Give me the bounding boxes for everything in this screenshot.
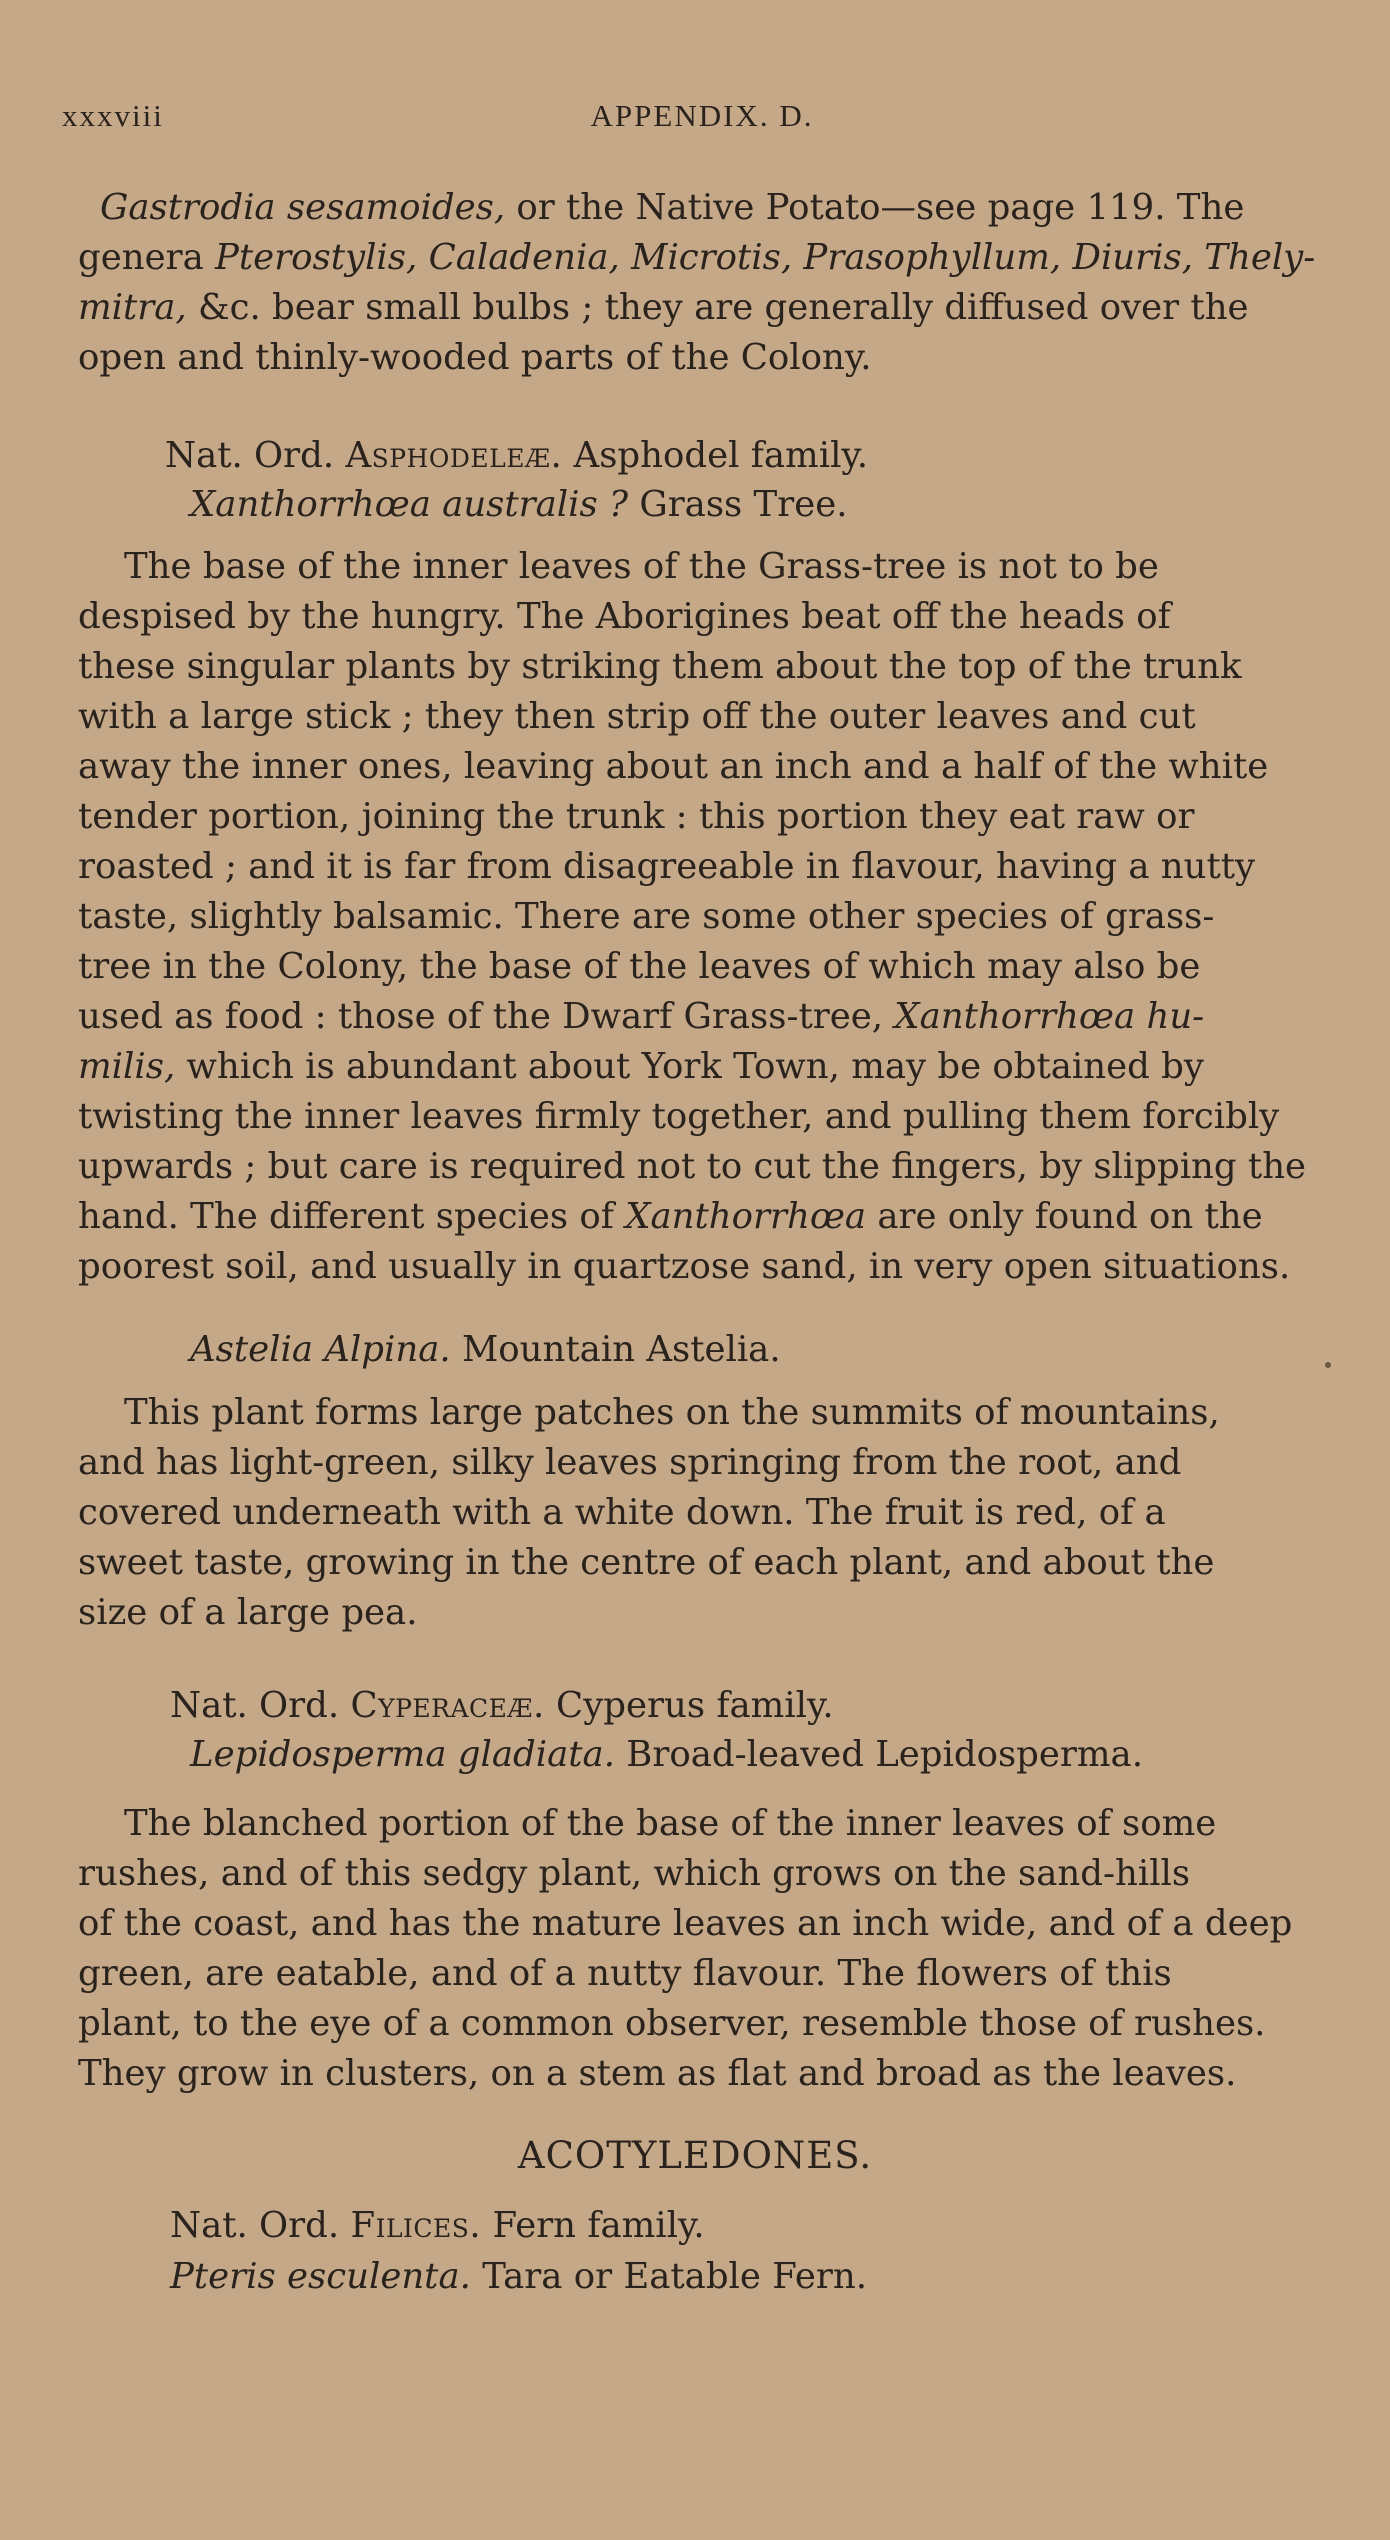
- paragraph-line: rushes, and of this sedgy plant, which grows on the sand-hills: [78, 1853, 1191, 1894]
- paragraph-line: away the inner ones, leaving about an inch and a half of the white: [78, 746, 1269, 787]
- paragraph-line: The base of the inner leaves of the Grass-tree is not to be: [124, 546, 1159, 587]
- paragraph-line: these singular plants by striking them about the top of the trunk: [78, 646, 1242, 687]
- section-heading: ACOTYLEDONES.: [517, 2134, 873, 2177]
- order-heading: Nat. Ord. Cyperaceæ. Cyperus family.: [170, 1685, 834, 1726]
- paragraph-line: of the coast, and has the mature leaves an inch wide, and of a deep: [78, 1903, 1293, 1944]
- paragraph-line: green, are eatable, and of a nutty flavour. The flowers of this: [78, 1953, 1172, 1994]
- paragraph-line: size of a large pea.: [78, 1592, 418, 1633]
- intro-line: Gastrodia sesamoides, or the Native Potato—see page 119. The: [100, 187, 1245, 228]
- intro-line: mitra, &c. bear small bulbs ; they are generally diffused over the: [78, 287, 1249, 328]
- paragraph-line: covered underneath with a white down. The fruit is red, of a: [78, 1492, 1166, 1533]
- paragraph-line: taste, slightly balsamic. There are some other species of grass-: [78, 896, 1215, 937]
- species-heading: Lepidosperma gladiata. Broad-leaved Lepidosperma.: [190, 1734, 1143, 1775]
- paragraph-line: tree in the Colony, the base of the leaves of which may also be: [78, 946, 1201, 987]
- intro-line: open and thinly-wooded parts of the Colony.: [78, 337, 872, 378]
- paragraph-line: and has light-green, silky leaves springing from the root, and: [78, 1442, 1182, 1483]
- ink-speck: [1325, 1362, 1331, 1368]
- paragraph-line: used as food : those of the Dwarf Grass-tree, Xanthorrhœa hu-: [78, 996, 1205, 1037]
- running-title: APPENDIX. D.: [590, 98, 814, 133]
- paragraph-line: sweet taste, growing in the centre of each plant, and about the: [78, 1542, 1215, 1583]
- species-heading: Astelia Alpina. Mountain Astelia.: [190, 1329, 781, 1370]
- paragraph-line: tender portion, joining the trunk : this portion they eat raw or: [78, 796, 1195, 837]
- paragraph-line: The blanched portion of the base of the inner leaves of some: [124, 1803, 1217, 1844]
- species-heading: Pteris esculenta. Tara or Eatable Fern.: [170, 2256, 868, 2297]
- order-heading: Nat. Ord. Asphodeleæ. Asphodel family.: [165, 435, 869, 476]
- intro-line: genera Pterostylis, Caladenia, Microtis, Prasophyllum, Diuris, Thely-: [78, 237, 1316, 278]
- paragraph-line: roasted ; and it is far from disagreeable in flavour, having a nutty: [78, 846, 1256, 887]
- paragraph-line: hand. The different species of Xanthorrhœa are only found on the: [78, 1196, 1263, 1237]
- running-header: [62, 98, 1322, 148]
- paragraph-line: This plant forms large patches on the summits of mountains,: [124, 1392, 1220, 1433]
- paragraph-line: They grow in clusters, on a stem as flat and broad as the leaves.: [78, 2053, 1237, 2094]
- order-heading: Nat. Ord. Filices. Fern family.: [170, 2205, 705, 2246]
- paragraph-line: upwards ; but care is required not to cut the fingers, by slipping the: [78, 1146, 1307, 1187]
- paragraph-line: plant, to the eye of a common observer, resemble those of rushes.: [78, 2003, 1266, 2044]
- page-number: xxxviii: [62, 98, 164, 133]
- paragraph-line: despised by the hungry. The Aborigines beat off the heads of: [78, 596, 1171, 637]
- paragraph-line: twisting the inner leaves firmly together, and pulling them forcibly: [78, 1096, 1280, 1137]
- paragraph-line: with a large stick ; they then strip off the outer leaves and cut: [78, 696, 1196, 737]
- paragraph-line: milis, which is abundant about York Town, may be obtained by: [78, 1046, 1204, 1087]
- species-heading: Xanthorrhœa australis ? Grass Tree.: [190, 484, 848, 525]
- paragraph-line: poorest soil, and usually in quartzose sand, in very open situations.: [78, 1246, 1291, 1287]
